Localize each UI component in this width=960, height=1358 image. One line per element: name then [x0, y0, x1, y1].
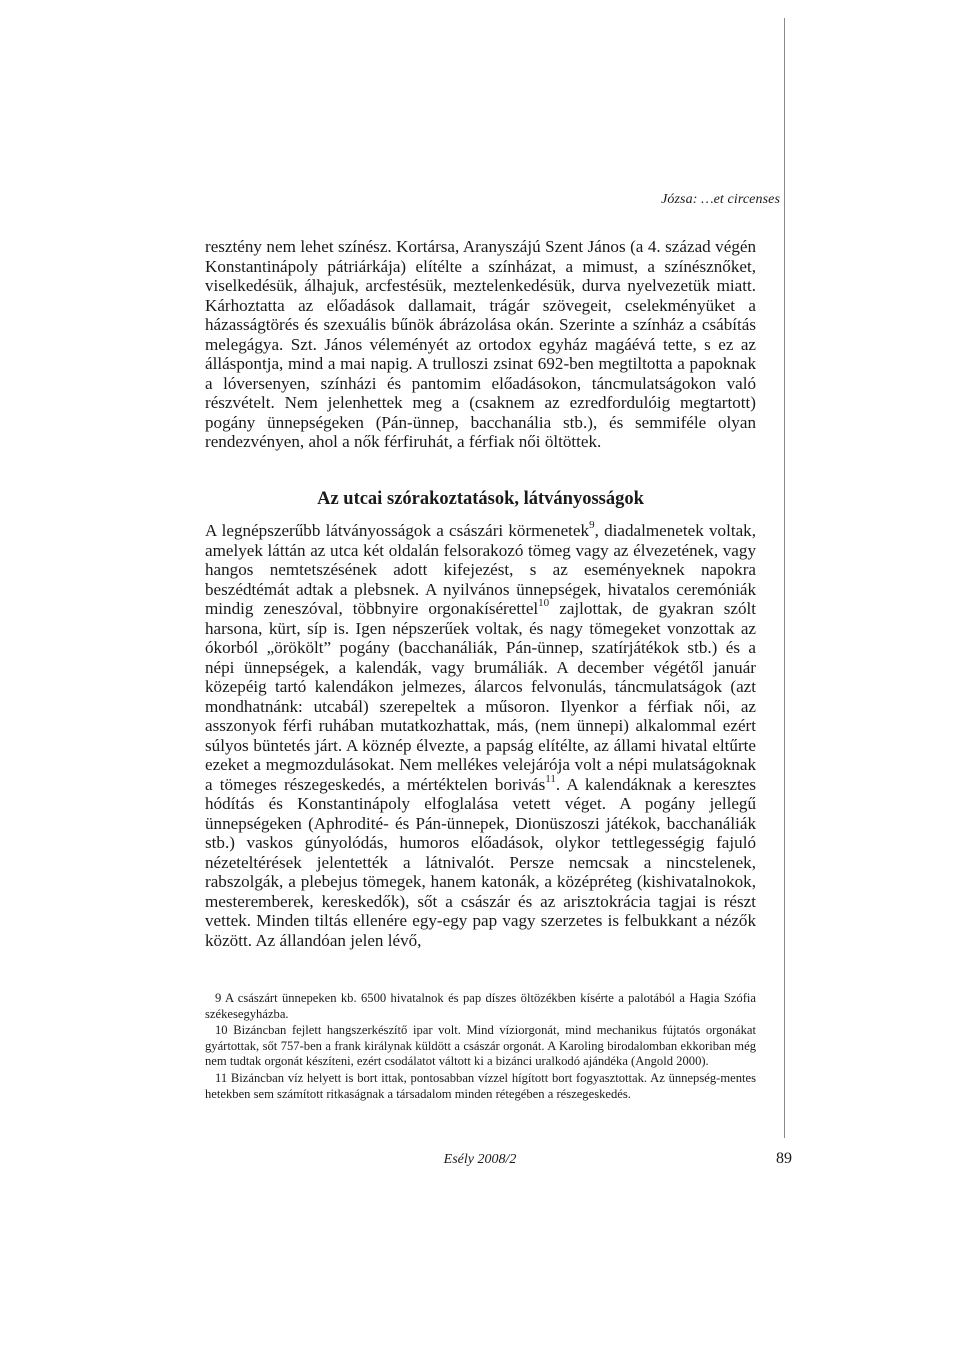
footnote-10: 10 Bizáncban fejlett hangszerkészítő ipar volt. Mind víziorgonát, mind mechanikus fújtatós orgonákat gyártottak, sőt 757-ben a frank királynak küldött a császár orgonát. A Karoling birodalomban ekkoriban még nem tudtak orgonát készíteni, ezért csodálatot váltott ki a bizánci uralkodó ajándéka (Angold 2000). [205, 1023, 756, 1069]
paragraph-2-text-d: . A kalendáknak a keresztes hódítás és Konstantinápoly elfoglalása vetett véget. A pogány jellegű ünnepségeken (Aphrodité- és Pán-ünnepek, Dionüszoszi játékok, bacchanáliák stb.) vaskos gúnyolódás, humoros előadások, olykor tettlegességig fajuló nézeteltérések jelentették a látnivalót. Persze nemcsak a nincstelenek, rabszolgák, a plebejus tömegek, hanem katonák, a középréteg (kishivatalnokok, mesteremberek, kereskedők), sőt a császár és az arisztokrácia tagjai is részt vettek. Minden tiltás ellenére egy-egy pap vagy szerzetes is felbukkant a nézők között. Az állandóan jelen lévő, [205, 774, 756, 950]
footnote-11: 11 Bizáncban víz helyett is bort ittak, pontosabban vízzel hígított bort fogyasztottak. Az ünnepség-mentes hetekben sem számított ritkaságnak a társadalom minden rétegében a részegeskedés. [205, 1070, 756, 1101]
paragraph-2-text-a: A legnépszerűbb látványosságok a császári körmenetek [205, 521, 590, 540]
footer-journal-title: Esély 2008/2 [443, 1152, 517, 1167]
margin-rule [784, 18, 785, 1138]
footnote-9: 9 A császárt ünnepeken kb. 6500 hivatalnok és pap díszes öltözékben kísérte a palotából a Hagia Szófia székesegyházba. [205, 991, 756, 1021]
footnote-ref-9: 9 [589, 519, 595, 532]
body-paragraph-2 [205, 521, 756, 950]
footnote-ref-10: 10 [538, 597, 550, 610]
footnotes [205, 991, 756, 1103]
running-head: Józsa: …et circenses [661, 192, 780, 207]
page-number: 89 [776, 1150, 792, 1167]
section-heading: Az utcai szórakoztatások, látványosságok [317, 489, 644, 509]
paragraph-2-text-b: , diadalmenetek voltak, amelyek láttán az utca két oldalán felsorakozó tömeg vagy az élvezetének, vagy hangos nemtetszésének adott kifejezést, s az eseményeknek napokra beszédtémát adtak a plebsnek. A nyilvános ünnepségek, hivatalos ceremóniák mindig zeneszóval, többnyire orgonakísérettel [205, 521, 756, 618]
paragraph-2-text-c: zajlottak, de gyakran szólt harsona, kürt, síp is. Igen népszerűek voltak, és nagy tömegeket vonzottak az ókorból „örökölt” pogány (bacchanáliák, Pán-ünnep, szatírjátékok stb.) és a népi ünnepségek, a kalendák, vagy brumáliák. A december végétől január közepéig tartó kalendákon jelmezes, álarcos felvonulás, táncmulatságok (azt mondhatnánk: utcabál) szerepeltek a műsoron. Ilyenkor a férfiak női, az asszonyok férfi ruhában mutatkozhattak, más, (nem ünnepi) alkalommal ezért súlyos büntetés járt. A köznép élvezte, a papság elítélte, az állami hivatal eltűrte ezeket a megmozdulásokat. Nem mellékes velejárója volt a népi mulatságoknak a tömeges részegeskedés, a mértéktelen borivás [205, 599, 756, 794]
footnote-ref-11: 11 [545, 772, 556, 785]
body-paragraph-1: resztény nem lehet színész. Kortársa, Aranyszájú Szent János (a 4. század végén Konstantinápoly pátriárkája) elítélte a színházat, a mimust, a színésznőket, viselkedésük, álhajuk, arcfestésük, meztelenkedésük, durva nyelvezetük miatt. Kárhoztatta az előadások dallamait, trágár szövegeit, cselekményüket a házasságtörés és szexuális bűnök ábrázolása okán. Szerinte a színház a csábítás melegágya. Szt. János véleményét az ortodox egyház magáévá tette, s ez az álláspontja, mind a mai napig. A trulloszi zsinat 692-ben megtiltotta a papoknak a lóversenyen, színházi és pantomim előadásokon, táncmulatságokon való részvételt. Nem jelenhettek meg a (csaknem az ezredfordulóig megtartott) pogány ünnepségeken (Pán-ünnep, bacchanália stb.), és semmiféle olyan rendezvényen, ahol a nők férfiruhát, a férfiak női öltöttek. [205, 237, 756, 451]
